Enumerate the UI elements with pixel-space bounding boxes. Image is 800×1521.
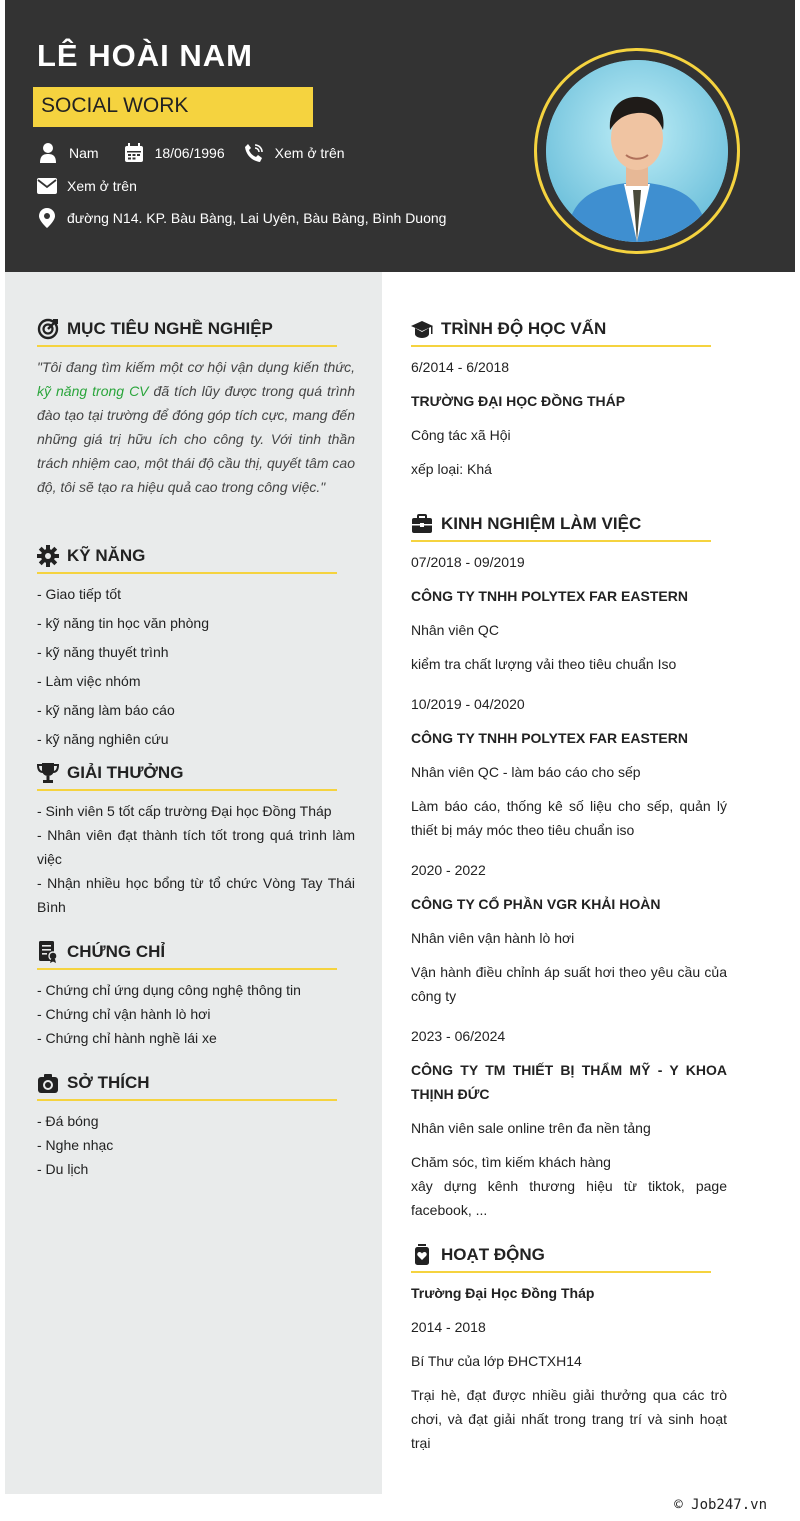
job-period: 07/2018 - 09/2019 — [411, 554, 525, 570]
trophy-icon — [37, 762, 59, 784]
gender-value: Nam — [69, 145, 99, 161]
job-period: 10/2019 - 04/2020 — [411, 696, 525, 712]
activity-period: 2014 - 2018 — [411, 1319, 486, 1335]
job-title-banner: SOCIAL WORK — [33, 87, 313, 127]
activities-heading — [411, 1244, 711, 1273]
personal-info-row-1 — [37, 142, 363, 164]
activities-title: HOẠT ĐỘNG — [441, 1245, 545, 1264]
skill-item: - kỹ năng làm báo cáo — [37, 702, 175, 718]
certificate-item: - Chứng chỉ vận hành lò hơi — [37, 1006, 211, 1022]
hobby-item: - Du lịch — [37, 1161, 89, 1177]
avatar-frame — [534, 48, 740, 254]
gear-icon — [37, 545, 59, 567]
email-value: Xem ở trên — [67, 178, 137, 194]
objective-title: MỤC TIÊU NGHỀ NGHIỆP — [67, 319, 273, 338]
avatar — [546, 60, 728, 242]
location-pin-icon — [37, 207, 57, 229]
activity-role: Bí Thư của lớp ĐHCTXH14 — [411, 1353, 582, 1369]
job-position: Nhân viên QC - làm báo cáo cho sếp — [411, 764, 641, 780]
education-major: Công tác xã Hội — [411, 427, 511, 443]
birthday-value: 18/06/1996 — [154, 145, 225, 161]
skill-item: - kỹ năng thuyết trình — [37, 644, 169, 660]
award-item: - Nhân viên đạt thành tích tốt trong quá trình làm việc — [37, 827, 355, 867]
graduation-cap-icon — [411, 318, 433, 340]
candidate-name: LÊ HOÀI NAM — [37, 38, 253, 73]
job-description: Vận hành điều chỉnh áp suất hơi theo yêu cầu của công ty — [411, 964, 727, 1004]
education-heading — [411, 318, 711, 347]
phone-value: Xem ở trên — [274, 145, 345, 161]
job-company: CÔNG TY CỔ PHẦN VGR KHẢI HOÀN — [411, 896, 661, 912]
job-position: Nhân viên QC — [411, 622, 499, 638]
job-description: Chăm sóc, tìm kiếm khách hàng — [411, 1154, 611, 1170]
awards-title: GIẢI THƯỞNG — [67, 763, 184, 782]
certificates-title: CHỨNG CHỈ — [67, 942, 166, 961]
certificate-item: - Chứng chỉ hành nghề lái xe — [37, 1030, 217, 1046]
job-company: CÔNG TY TNHH POLYTEX FAR EASTERN — [411, 588, 688, 604]
address-row — [37, 207, 464, 229]
activity-description: Trại hè, đạt được nhiều giải thưởng qua các trò chơi, và đạt giải nhất trong trang trí và sinh hoạt trại — [411, 1387, 727, 1451]
job-period: 2023 - 06/2024 — [411, 1028, 506, 1044]
job-position: Nhân viên vận hành lò hơi — [411, 930, 575, 946]
objective-text — [37, 355, 355, 499]
award-item: - Sinh viên 5 tốt cấp trường Đại học Đồng Tháp — [37, 803, 332, 819]
address-item — [37, 207, 446, 229]
phone-item — [243, 142, 345, 164]
target-icon — [37, 318, 59, 340]
hobby-item: - Nghe nhạc — [37, 1137, 114, 1153]
certificates-heading — [37, 941, 337, 970]
birthday-item — [123, 142, 225, 164]
awards-heading — [37, 762, 337, 791]
footer-watermark: © Job247.vn — [674, 1497, 767, 1513]
camera-icon — [37, 1072, 59, 1094]
job-description: kiểm tra chất lượng vải theo tiêu chuẩn Iso — [411, 656, 677, 672]
education-title: TRÌNH ĐỘ HỌC VẤN — [441, 319, 607, 338]
experience-heading — [411, 513, 711, 542]
briefcase-icon — [411, 513, 433, 535]
award-item: - Nhận nhiều học bổng từ tổ chức Vòng Tay Thái Bình — [37, 875, 355, 915]
activity-organization: Trường Đại Học Đồng Tháp — [411, 1285, 595, 1301]
email-item — [37, 175, 137, 197]
hobbies-title: SỞ THÍCH — [67, 1073, 150, 1092]
skill-item: - Làm việc nhóm — [37, 673, 141, 689]
phone-icon — [243, 142, 265, 164]
objective-text-start: "Tôi đang tìm kiếm một cơ hội vận dụng kiến thức, — [37, 359, 355, 375]
job-company: CÔNG TY TNHH POLYTEX FAR EASTERN — [411, 730, 688, 746]
job-company: CÔNG TY TM THIẾT BỊ THẨM MỸ - Y KHOA THỊNH ĐỨC — [411, 1062, 727, 1102]
skills-heading — [37, 545, 337, 574]
job-position: Nhân viên sale online trên đa nền tảng — [411, 1120, 651, 1136]
job-description-extra: xây dựng kênh thương hiệu từ tiktok, page facebook, ... — [411, 1178, 727, 1218]
experience-title: KINH NGHIỆM LÀM VIỆC — [441, 514, 642, 533]
cv-header — [5, 0, 795, 272]
email-row — [37, 175, 155, 197]
calendar-icon — [123, 142, 145, 164]
objective-heading — [37, 318, 337, 347]
skill-item: - kỹ năng nghiên cứu — [37, 731, 169, 747]
objective-text-end: đã tích lũy được trong quá trình đào tạo tại trường để đóng góp tích cực, mang đến những giá trị hữu ích cho công ty. Với tinh thần trách nhiệm cao, một thái độ cầu thị, quyết tâm cao độ, tôi sẽ tạo ra hiệu quả cao trong công việc." — [37, 383, 356, 495]
certificate-item: - Chứng chỉ ứng dụng công nghệ thông tin — [37, 982, 301, 998]
hobbies-heading — [37, 1072, 337, 1101]
envelope-icon — [37, 175, 57, 197]
education-period: 6/2014 - 6/2018 — [411, 359, 510, 375]
skills-title: KỸ NĂNG — [67, 546, 146, 565]
job-period: 2020 - 2022 — [411, 862, 486, 878]
cv-skills-link[interactable]: kỹ năng trong CV — [37, 383, 149, 399]
user-icon — [37, 142, 59, 164]
address-value: đường N14. KP. Bàu Bàng, Lai Uyên, Bàu Bàng, Bình Duong — [67, 210, 447, 226]
education-school: TRƯỜNG ĐẠI HỌC ĐỒNG THÁP — [411, 393, 626, 409]
heart-badge-icon — [411, 1244, 433, 1266]
hobby-item: - Đá bóng — [37, 1113, 99, 1129]
skill-item: - Giao tiếp tốt — [37, 586, 122, 602]
skill-item: - kỹ năng tin học văn phòng — [37, 615, 210, 631]
job-description: Làm báo cáo, thống kê số liệu cho sếp, quản lý thiết bị máy móc theo tiêu chuẩn iso — [411, 798, 727, 838]
education-grade: xếp loại: Khá — [411, 461, 492, 477]
certificate-icon — [37, 941, 59, 963]
gender-item — [37, 142, 99, 164]
